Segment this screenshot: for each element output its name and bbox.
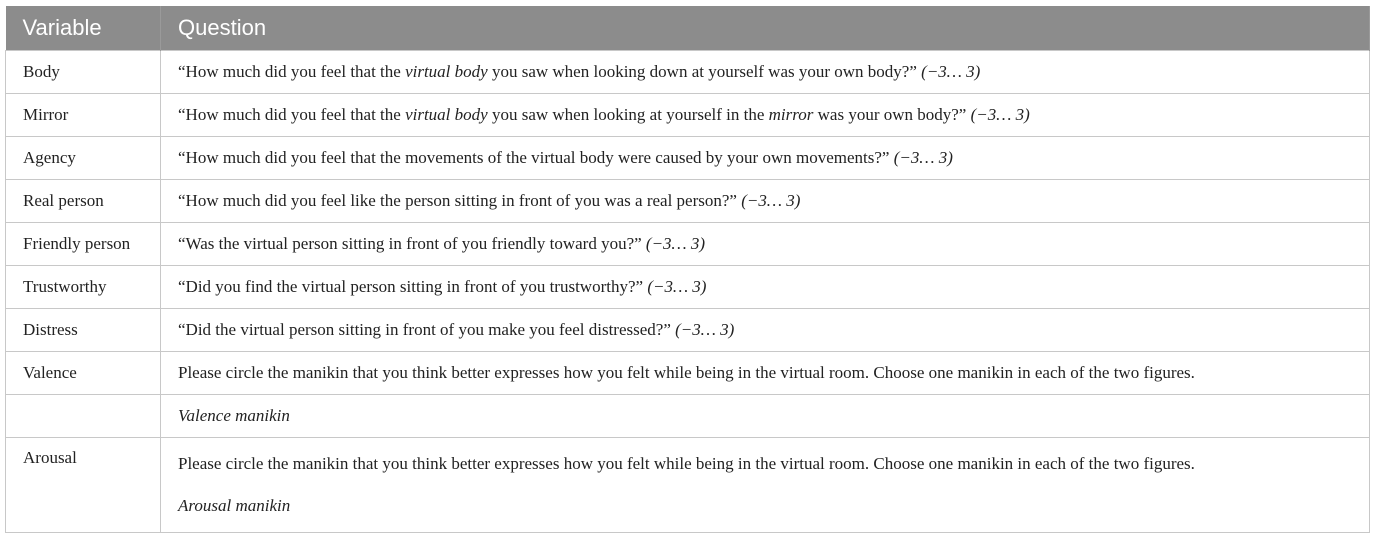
scale-range: (−3… 3) <box>675 320 735 339</box>
manikin-caption: Arousal manikin <box>178 496 291 515</box>
variable-cell: Valence <box>6 352 161 395</box>
table-header-row <box>6 6 1370 51</box>
table-row <box>6 51 1370 94</box>
table-row <box>6 438 1370 533</box>
variable-cell: Trustworthy <box>6 266 161 309</box>
table-row <box>6 352 1370 395</box>
question-cell: “How much did you feel that the virtual body you saw when looking at yourself in the mirror was your own body?” (−3… 3) <box>161 94 1370 137</box>
scale-range: (−3… 3) <box>741 191 801 210</box>
question-cell: “Did the virtual person sitting in front of you make you feel distressed?” (−3… 3) <box>161 309 1370 352</box>
table-row <box>6 266 1370 309</box>
table-row <box>6 395 1370 438</box>
variable-cell: Distress <box>6 309 161 352</box>
variable-cell: Mirror <box>6 94 161 137</box>
question-cell: “How much did you feel that the virtual body you saw when looking down at yourself was your own body?” (−3… 3) <box>161 51 1370 94</box>
question-cell: Please circle the manikin that you think better expresses how you felt while being in the virtual room. Choose one manikin in each of the two figures. <box>161 352 1370 395</box>
scale-range: (−3… 3) <box>645 234 706 253</box>
scale-range: (−3… 3) <box>893 148 953 167</box>
scale-range: (−3… 3) <box>921 62 981 81</box>
question-cell: “Did you find the virtual person sitting in front of you trustworthy?” (−3… 3) <box>161 266 1370 309</box>
variable-cell: Arousal <box>6 438 161 533</box>
manikin-caption: Valence manikin <box>178 406 290 425</box>
table-row <box>6 223 1370 266</box>
scale-range: (−3… 3) <box>647 277 707 296</box>
question-cell: “How much did you feel like the person sitting in front of you was a real person?” (−3… 3) <box>161 180 1370 223</box>
question-cell <box>161 395 1370 438</box>
table-row <box>6 180 1370 223</box>
table-row <box>6 137 1370 180</box>
header-variable: Variable <box>6 6 161 51</box>
variable-cell: Body <box>6 51 161 94</box>
variable-cell: Real person <box>6 180 161 223</box>
scale-range: (−3… 3) <box>970 105 1030 124</box>
table-row <box>6 94 1370 137</box>
header-question: Question <box>161 6 1370 51</box>
question-cell: Please circle the manikin that you think better expresses how you felt while being in the virtual room. Choose one manikin in each of the two figures. Arousal manikin <box>161 438 1370 533</box>
table-row <box>6 309 1370 352</box>
variable-cell: Agency <box>6 137 161 180</box>
question-cell: “Was the virtual person sitting in front of you friendly toward you?” (−3… 3) <box>161 223 1370 266</box>
questionnaire-table <box>5 6 1370 533</box>
variable-cell: Friendly person <box>6 223 161 266</box>
variable-cell <box>6 395 161 438</box>
question-cell: “How much did you feel that the movements of the virtual body were caused by your own movements?” (−3… 3) <box>161 137 1370 180</box>
